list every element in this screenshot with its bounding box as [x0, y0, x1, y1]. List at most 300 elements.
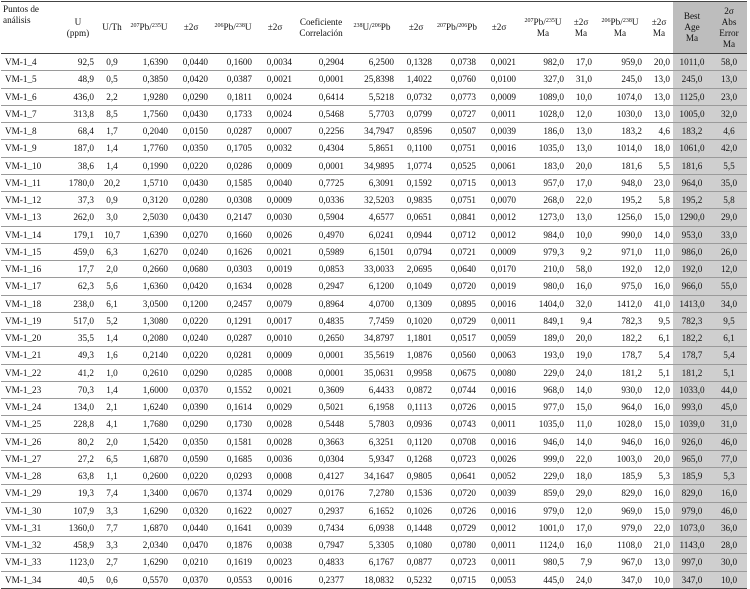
cell-uth: 7,7: [97, 519, 127, 536]
column-header-ea1: [567, 2, 595, 54]
cell-corr: 0,4835: [295, 312, 347, 329]
cell-uth: 0,6: [97, 571, 127, 588]
cell-r1: 1,6870: [127, 450, 171, 467]
cell-e3: 0,1026: [397, 502, 435, 519]
cell-a1: 183,0: [519, 157, 567, 174]
column-header-uth: [97, 2, 127, 54]
cell-r3: 34,1647: [347, 468, 397, 485]
cell-e2: 0,0079: [255, 295, 295, 312]
cell-e1: 0,0220: [171, 468, 211, 485]
cell-r4: 0,0751: [435, 192, 479, 209]
cell-corr: 0,4304: [295, 140, 347, 157]
cell-e1: 0,0430: [171, 105, 211, 122]
cell-e2: 0,0009: [255, 157, 295, 174]
cell-best: 245,0: [673, 71, 711, 88]
cell-e1: 0,0350: [171, 433, 211, 450]
cell-uth: 0,5: [97, 71, 127, 88]
cell-a2: 183,2: [595, 123, 645, 140]
cell-e2: 0,0032: [255, 140, 295, 157]
cell-ea2: 21,0: [645, 537, 673, 554]
cell-u: 63,8: [59, 468, 97, 485]
header-text: Best: [683, 11, 701, 21]
cell-r3: 35,5619: [347, 347, 397, 364]
cell-r1: 1,6240: [127, 399, 171, 416]
cell-abs: 45,0: [711, 399, 747, 416]
cell-uth: 10,7: [97, 226, 127, 243]
cell-ea1: 20,0: [567, 330, 595, 347]
cell-e1: 0,0370: [171, 571, 211, 588]
cell-id: VM-1_34: [1, 571, 59, 588]
cell-id: VM-1_18: [1, 295, 59, 312]
cell-e1: 0,0420: [171, 71, 211, 88]
cell-ea1: 16,0: [567, 537, 595, 554]
column-header-a2: [595, 2, 645, 54]
cell-abs: 12,0: [711, 261, 747, 278]
cell-e4: 0,0061: [479, 157, 519, 174]
cell-a1: 977,0: [519, 399, 567, 416]
cell-e4: 0,0063: [479, 347, 519, 364]
cell-u: 238,0: [59, 295, 97, 312]
cell-id: VM-1_6: [1, 88, 59, 105]
cell-id: VM-1_11: [1, 174, 59, 191]
cell-e3: 0,1020: [397, 312, 435, 329]
cell-id: VM-1_7: [1, 105, 59, 122]
cell-a2: 959,0: [595, 54, 645, 71]
cell-e4: 0,0053: [479, 571, 519, 588]
cell-id: VM-1_15: [1, 243, 59, 260]
cell-best: 1290,0: [673, 209, 711, 226]
cell-abs: 35,0: [711, 174, 747, 191]
cell-ea1: 13,0: [567, 140, 595, 157]
cell-r3: 34,9895: [347, 157, 397, 174]
cell-r1: 1,7680: [127, 416, 171, 433]
header-isotope: 207: [437, 23, 446, 29]
cell-abs: 31,0: [711, 416, 747, 433]
cell-uth: 2,1: [97, 399, 127, 416]
cell-abs: 23,0: [711, 88, 747, 105]
cell-a2: 195,2: [595, 192, 645, 209]
cell-a2: 347,0: [595, 571, 645, 588]
cell-abs: 30,0: [711, 554, 747, 571]
table-row: [1, 54, 747, 71]
cell-r2: 0,0281: [211, 347, 255, 364]
cell-a2: 1003,0: [595, 450, 645, 467]
cell-ea1: 58,0: [567, 261, 595, 278]
cell-ea1: 14,0: [567, 433, 595, 450]
cell-e2: 0,0016: [255, 571, 295, 588]
cell-corr: 0,4833: [295, 554, 347, 571]
cell-r3: 18,0832: [347, 571, 397, 588]
cell-r1: 1,3400: [127, 485, 171, 502]
cell-r4: 0,0720: [435, 485, 479, 502]
cell-e3: 0,0877: [397, 554, 435, 571]
cell-corr: 0,4127: [295, 468, 347, 485]
cell-e4: 0,0009: [479, 243, 519, 260]
column-header-e1: [171, 2, 211, 54]
cell-uth: 7,4: [97, 485, 127, 502]
cell-u: 62,3: [59, 278, 97, 295]
cell-uth: 2,7: [97, 554, 127, 571]
cell-ea2: 14,0: [645, 226, 673, 243]
cell-r2: 0,0308: [211, 192, 255, 209]
cell-e1: 0,0150: [171, 123, 211, 140]
cell-r4: 0,0560: [435, 347, 479, 364]
cell-e4: 0,0012: [479, 519, 519, 536]
table-row: [1, 140, 747, 157]
cell-id: VM-1_20: [1, 330, 59, 347]
table-row: [1, 157, 747, 174]
cell-ea1: 17,0: [567, 54, 595, 71]
cell-e4: 0,0012: [479, 226, 519, 243]
cell-r1: 1,6290: [127, 502, 171, 519]
cell-r3: 5,8651: [347, 140, 397, 157]
cell-u: 1123,0: [59, 554, 97, 571]
column-header-r1: [127, 2, 171, 54]
cell-e4: 0,0013: [479, 174, 519, 191]
cell-r3: 6,1958: [347, 399, 397, 416]
cell-e3: 0,9835: [397, 192, 435, 209]
cell-a1: 979,0: [519, 502, 567, 519]
cell-corr: 0,0853: [295, 261, 347, 278]
cell-r4: 0,0743: [435, 416, 479, 433]
cell-best: 1143,0: [673, 537, 711, 554]
table-row: [1, 381, 747, 398]
header-text: ±2σ: [491, 22, 507, 32]
cell-r3: 6,1767: [347, 554, 397, 571]
cell-e4: 0,0011: [479, 554, 519, 571]
cell-ea2: 13,0: [645, 105, 673, 122]
cell-uth: 1,4: [97, 381, 127, 398]
cell-abs: 13,0: [711, 71, 747, 88]
header-element: U: [631, 16, 639, 27]
cell-e3: 0,1080: [397, 537, 435, 554]
cell-u: 92,5: [59, 54, 97, 71]
cell-ea2: 12,0: [645, 261, 673, 278]
cell-e2: 0,0036: [255, 450, 295, 467]
cell-e1: 0,0280: [171, 192, 211, 209]
cell-abs: 16,0: [711, 485, 747, 502]
cell-corr: 0,6414: [295, 88, 347, 105]
cell-ea1: 29,0: [567, 485, 595, 502]
cell-e4: 0,0080: [479, 364, 519, 381]
cell-r2: 0,1626: [211, 243, 255, 260]
cell-ea2: 15,0: [645, 209, 673, 226]
cell-ea1: 10,0: [567, 226, 595, 243]
cell-e4: 0,0009: [479, 88, 519, 105]
header-isotope: 206: [458, 23, 468, 29]
cell-ea2: 15,0: [645, 502, 673, 519]
cell-a2: 1030,0: [595, 105, 645, 122]
cell-e1: 0,0270: [171, 226, 211, 243]
cell-r3: 6,3091: [347, 174, 397, 191]
cell-r3: 5,9347: [347, 450, 397, 467]
cell-a2: 967,0: [595, 554, 645, 571]
cell-r3: 5,3305: [347, 537, 397, 554]
cell-r2: 0,2147: [211, 209, 255, 226]
cell-best: 926,0: [673, 433, 711, 450]
header-isotope: 206: [601, 17, 611, 24]
cell-ea2: 11,0: [645, 243, 673, 260]
cell-ea2: 13,0: [645, 554, 673, 571]
cell-u: 27,2: [59, 450, 97, 467]
header-text: Ma: [685, 33, 699, 43]
table-row: [1, 450, 747, 467]
cell-uth: 1,4: [97, 157, 127, 174]
cell-e1: 0,0420: [171, 278, 211, 295]
cell-r3: 32,5203: [347, 192, 397, 209]
cell-u: 35,5: [59, 330, 97, 347]
cell-abs: 36,0: [711, 519, 747, 536]
cell-r4: 0,0721: [435, 243, 479, 260]
cell-r2: 0,2457: [211, 295, 255, 312]
cell-best: 986,0: [673, 243, 711, 260]
cell-u: 228,8: [59, 416, 97, 433]
cell-u: 1360,0: [59, 519, 97, 536]
cell-a1: 999,0: [519, 450, 567, 467]
cell-r1: 1,5420: [127, 433, 171, 450]
header-element: Pb: [380, 22, 391, 32]
cell-r1: 0,2610: [127, 364, 171, 381]
cell-r3: 6,1652: [347, 502, 397, 519]
cell-a1: 1404,0: [519, 295, 567, 312]
cell-a1: 229,0: [519, 364, 567, 381]
cell-r3: 34,7947: [347, 123, 397, 140]
cell-best: 181,2: [673, 364, 711, 381]
cell-e1: 0,0440: [171, 54, 211, 71]
cell-e4: 0,0039: [479, 485, 519, 502]
cell-best: 178,7: [673, 347, 711, 364]
cell-id: VM-1_19: [1, 312, 59, 329]
cell-e3: 1,0876: [397, 347, 435, 364]
cell-abs: 28,0: [711, 537, 747, 554]
cell-id: VM-1_26: [1, 433, 59, 450]
cell-e3: 0,9958: [397, 364, 435, 381]
table-row: [1, 312, 747, 329]
cell-u: 459,0: [59, 243, 97, 260]
cell-r3: 6,3251: [347, 433, 397, 450]
cell-id: VM-1_22: [1, 364, 59, 381]
cell-r2: 0,1614: [211, 399, 255, 416]
cell-r4: 0,0720: [435, 278, 479, 295]
cell-r2: 0,1619: [211, 554, 255, 571]
cell-r1: 1,6870: [127, 519, 171, 536]
cell-corr: 0,2947: [295, 278, 347, 295]
cell-r2: 0,1641: [211, 519, 255, 536]
cell-r2: 0,1705: [211, 140, 255, 157]
cell-e1: 0,0290: [171, 364, 211, 381]
header-element: Pb: [467, 22, 477, 32]
header-isotope: 238: [353, 23, 363, 29]
cell-e2: 0,0021: [255, 381, 295, 398]
cell-r1: 3,0500: [127, 295, 171, 312]
cell-uth: 1,1: [97, 468, 127, 485]
cell-e3: 0,0936: [397, 416, 435, 433]
cell-e3: 0,1536: [397, 485, 435, 502]
table-row: [1, 71, 747, 88]
cell-ea1: 13,0: [567, 209, 595, 226]
cell-e1: 0,0290: [171, 416, 211, 433]
table-row: [1, 485, 747, 502]
cell-r4: 0,0773: [435, 88, 479, 105]
cell-r2: 0,1374: [211, 485, 255, 502]
cell-r2: 0,1660: [211, 226, 255, 243]
cell-a2: 181,2: [595, 364, 645, 381]
cell-u: 48,9: [59, 71, 97, 88]
cell-ea2: 4,6: [645, 123, 673, 140]
cell-e1: 0,0240: [171, 330, 211, 347]
header-text: análisis: [3, 15, 31, 25]
cell-a2: 782,3: [595, 312, 645, 329]
table-row: [1, 261, 747, 278]
cell-a2: 1256,0: [595, 209, 645, 226]
cell-u: 187,0: [59, 140, 97, 157]
header-element: Pb/: [139, 22, 152, 32]
cell-best: 185,9: [673, 468, 711, 485]
cell-r2: 0,0293: [211, 468, 255, 485]
cell-r1: 0,2040: [127, 123, 171, 140]
cell-e3: 0,0799: [397, 105, 435, 122]
cell-u: 458,9: [59, 537, 97, 554]
cell-best: 1125,0: [673, 88, 711, 105]
cell-e1: 0,0470: [171, 537, 211, 554]
cell-r2: 0,0287: [211, 330, 255, 347]
cell-id: VM-1_8: [1, 123, 59, 140]
cell-corr: 0,2377: [295, 571, 347, 588]
column-header-id: [1, 2, 59, 54]
table-header: [1, 2, 747, 54]
cell-e3: 0,1328: [397, 54, 435, 71]
cell-r1: 1,5710: [127, 174, 171, 191]
cell-r4: 0,0525: [435, 157, 479, 174]
cell-e2: 0,0023: [255, 554, 295, 571]
cell-r1: 0,2660: [127, 261, 171, 278]
cell-abs: 77,0: [711, 450, 747, 467]
cell-corr: 0,0336: [295, 192, 347, 209]
cell-r4: 0,0895: [435, 295, 479, 312]
cell-r2: 0,1685: [211, 450, 255, 467]
cell-abs: 10,0: [711, 571, 747, 588]
cell-a2: 829,0: [595, 485, 645, 502]
column-header-abs: [711, 2, 747, 54]
cell-ea2: 22,0: [645, 519, 673, 536]
table-row: [1, 433, 747, 450]
cell-e3: 2,0695: [397, 261, 435, 278]
table-row: [1, 174, 747, 191]
cell-a2: 930,0: [595, 381, 645, 398]
header-text: Ma: [652, 27, 666, 38]
cell-uth: 3,0: [97, 209, 127, 226]
cell-ea2: 13,0: [645, 71, 673, 88]
cell-r4: 0,0723: [435, 450, 479, 467]
cell-e3: 1,4022: [397, 71, 435, 88]
cell-r3: 7,2780: [347, 485, 397, 502]
cell-r2: 0,1622: [211, 502, 255, 519]
cell-e3: 0,0794: [397, 243, 435, 260]
cell-u: 38,6: [59, 157, 97, 174]
cell-a1: 957,0: [519, 174, 567, 191]
cell-r1: 0,2140: [127, 347, 171, 364]
cell-uth: 3,3: [97, 537, 127, 554]
cell-best: 964,0: [673, 174, 711, 191]
cell-e4: 0,0011: [479, 537, 519, 554]
cell-u: 1780,0: [59, 174, 97, 191]
header-text: Coeficiente: [299, 16, 343, 27]
cell-ea2: 41,0: [645, 295, 673, 312]
cell-id: VM-1_10: [1, 157, 59, 174]
cell-r3: 4,0700: [347, 295, 397, 312]
cell-corr: 0,3609: [295, 381, 347, 398]
cell-u: 107,9: [59, 502, 97, 519]
cell-r4: 0,0640: [435, 261, 479, 278]
cell-e2: 0,0038: [255, 537, 295, 554]
header-ratio: [436, 22, 478, 33]
cell-r2: 0,1634: [211, 278, 255, 295]
cell-id: VM-1_24: [1, 399, 59, 416]
cell-r2: 0,0303: [211, 261, 255, 278]
cell-ea2: 16,0: [645, 433, 673, 450]
cell-ea1: 22,0: [567, 192, 595, 209]
cell-e2: 0,0008: [255, 468, 295, 485]
cell-a1: 980,5: [519, 554, 567, 571]
table-row: [1, 364, 747, 381]
cell-e4: 0,0015: [479, 399, 519, 416]
cell-e2: 0,0026: [255, 226, 295, 243]
cell-corr: 0,3663: [295, 433, 347, 450]
cell-e1: 0,0440: [171, 519, 211, 536]
table-row: [1, 209, 747, 226]
cell-a1: 979,3: [519, 243, 567, 260]
cell-r1: 0,1990: [127, 157, 171, 174]
cell-e2: 0,0028: [255, 433, 295, 450]
cell-r4: 0,0675: [435, 364, 479, 381]
cell-uth: 0,9: [97, 54, 127, 71]
cell-uth: 0,9: [97, 192, 127, 209]
cell-abs: 42,0: [711, 140, 747, 157]
cell-a1: 210,0: [519, 261, 567, 278]
cell-a1: 859,0: [519, 485, 567, 502]
cell-r4: 0,0780: [435, 537, 479, 554]
cell-abs: 58,0: [711, 54, 747, 71]
cell-abs: 5,5: [711, 157, 747, 174]
cell-best: 997,0: [673, 554, 711, 571]
cell-a1: 1124,0: [519, 537, 567, 554]
cell-id: VM-1_21: [1, 347, 59, 364]
cell-r3: 5,5218: [347, 88, 397, 105]
cell-ea2: 16,0: [645, 485, 673, 502]
cell-a2: 1028,0: [595, 416, 645, 433]
cell-e2: 0,0021: [255, 71, 295, 88]
cell-a1: 980,0: [519, 278, 567, 295]
cell-r1: 0,3120: [127, 192, 171, 209]
table-row: [1, 105, 747, 122]
header-isotope: 206: [371, 23, 381, 29]
cell-uth: 8,5: [97, 105, 127, 122]
column-header-r3: [347, 2, 397, 54]
cell-e4: 0,0011: [479, 416, 519, 433]
cell-corr: 0,0176: [295, 485, 347, 502]
cell-e4: 0,0016: [479, 502, 519, 519]
cell-ea1: 24,0: [567, 364, 595, 381]
cell-e4: 0,0019: [479, 278, 519, 295]
header-text: ±2σ: [267, 22, 283, 32]
cell-ea1: 15,0: [567, 399, 595, 416]
header-text: ±2σ: [651, 16, 667, 27]
cell-e3: 0,1049: [397, 278, 435, 295]
cell-uth: 1,7: [97, 123, 127, 140]
cell-id: VM-1_9: [1, 140, 59, 157]
cell-u: 68,4: [59, 123, 97, 140]
header-text: U: [74, 16, 82, 27]
